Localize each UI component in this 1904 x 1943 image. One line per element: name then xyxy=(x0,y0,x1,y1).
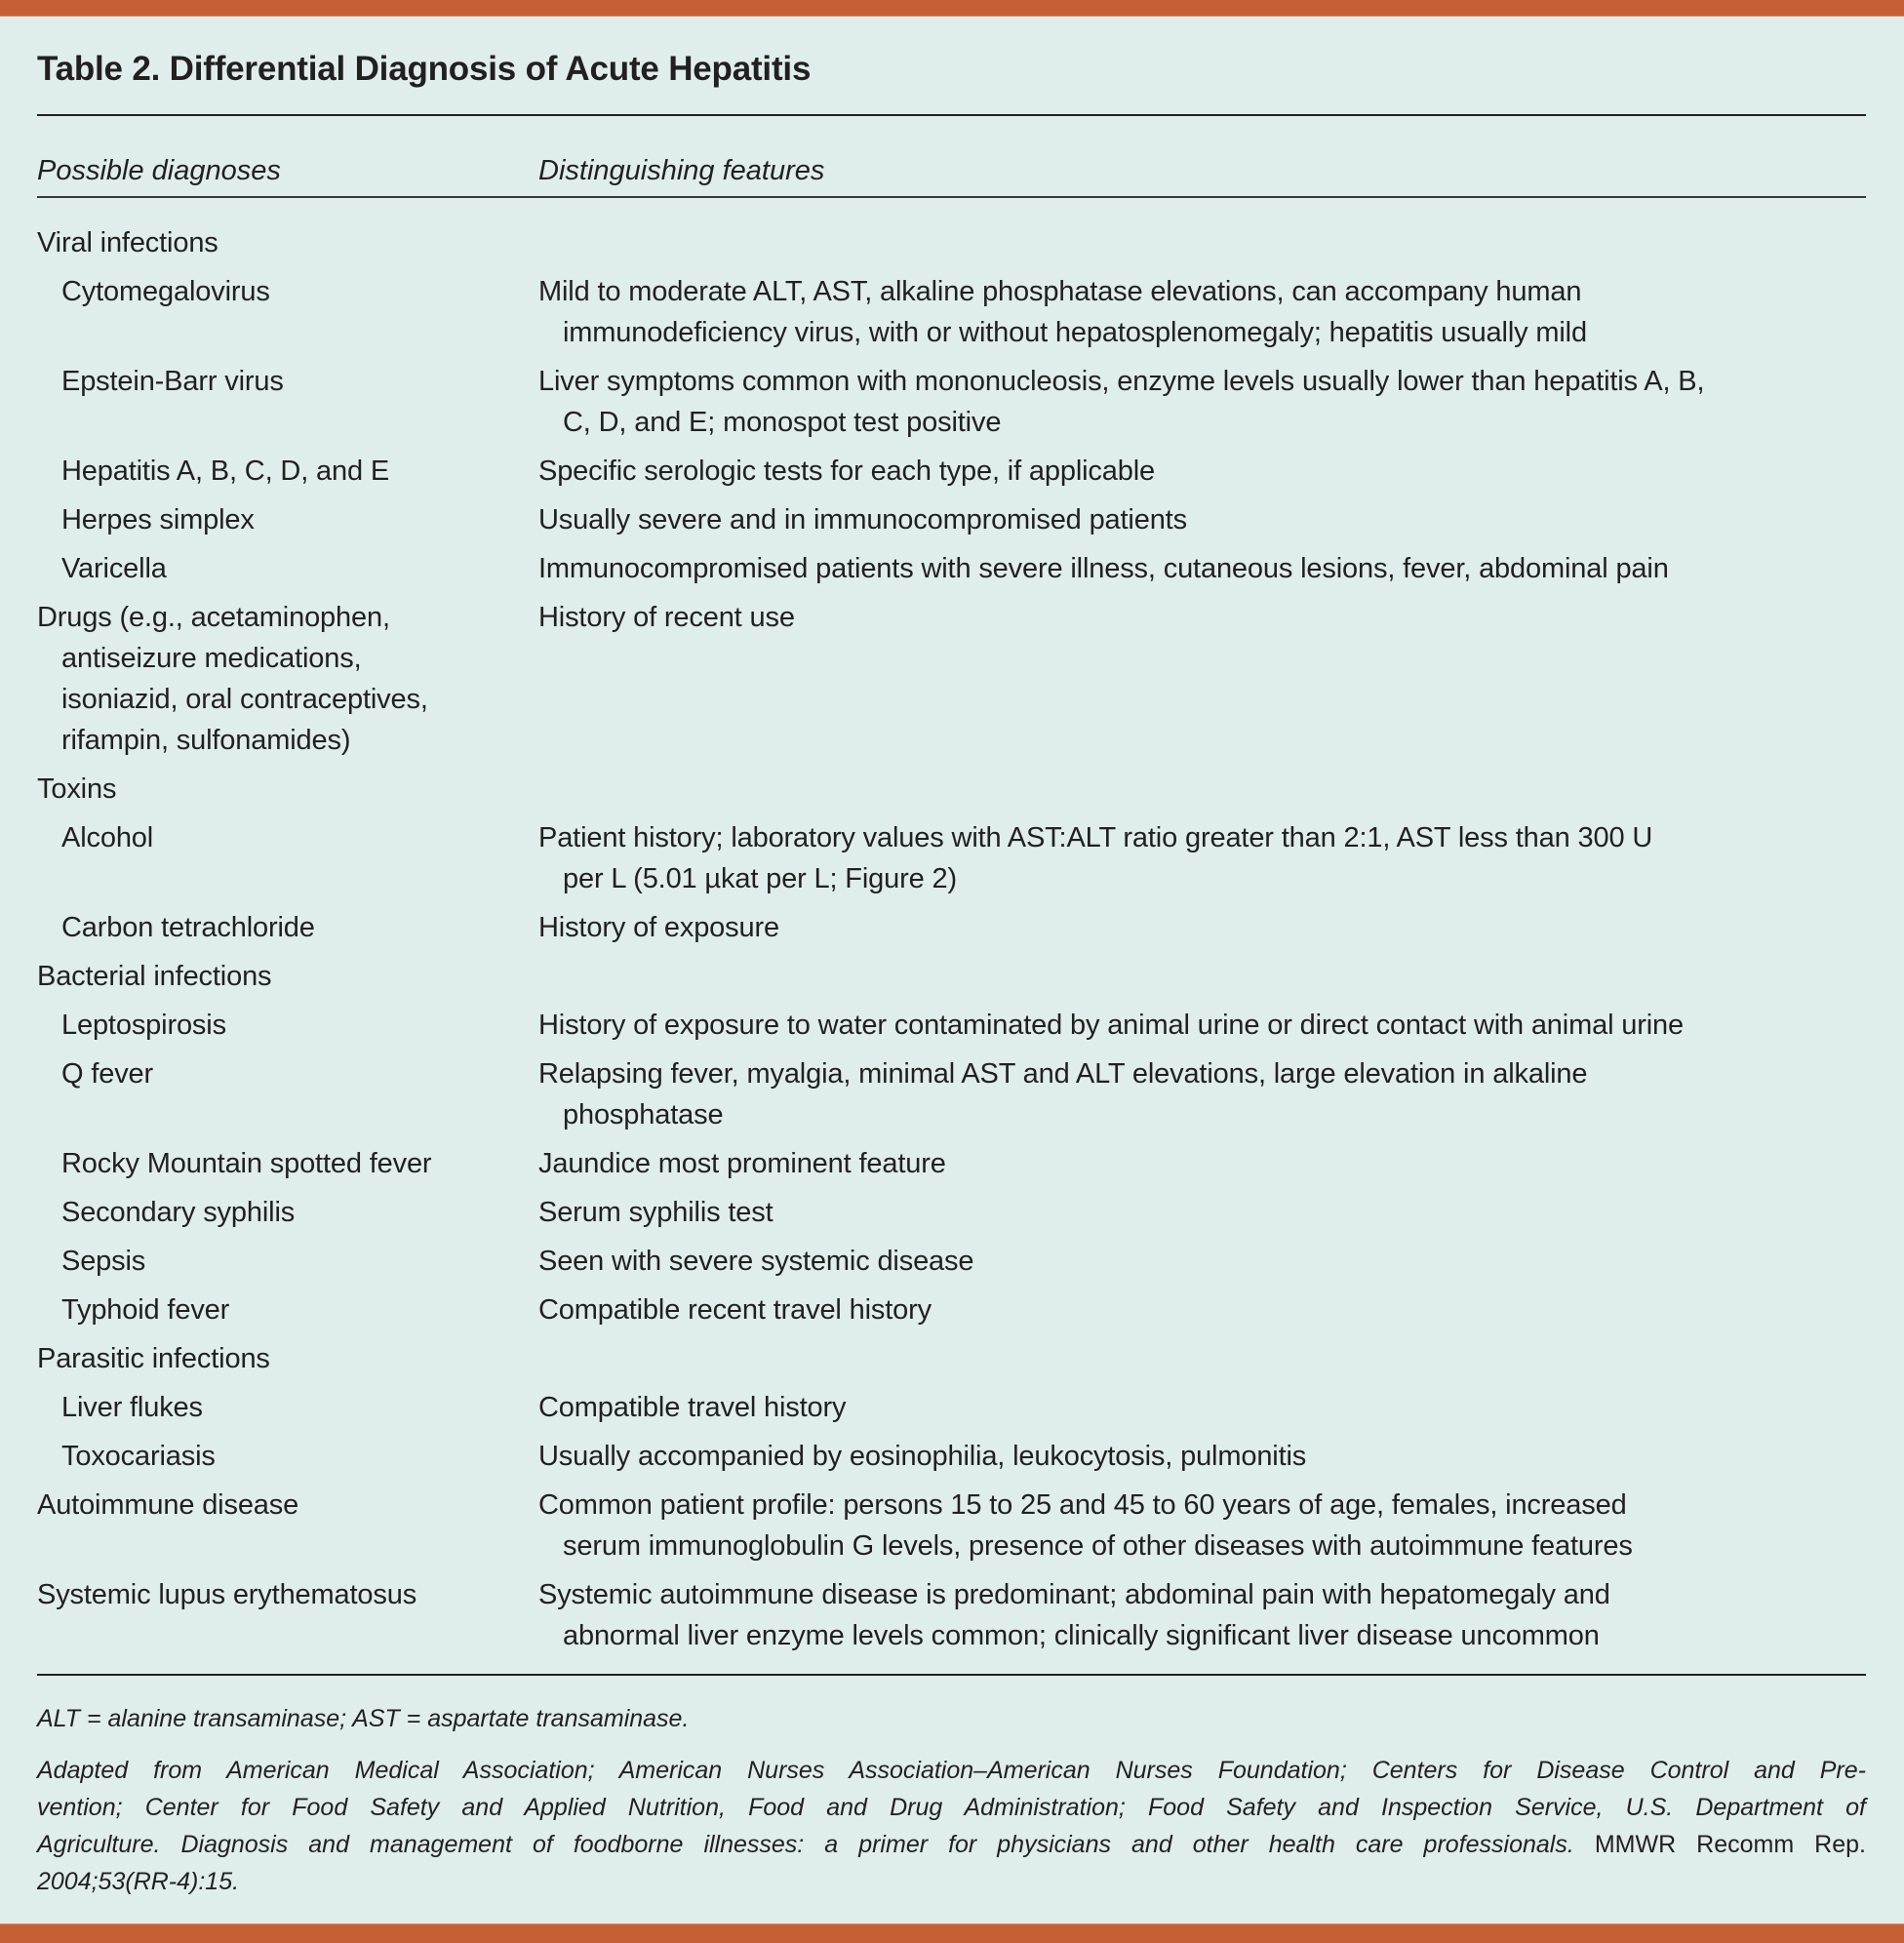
source-footnote xyxy=(37,1752,1866,1900)
features-text: Serum syphilis test xyxy=(538,1197,774,1228)
table-row xyxy=(37,1241,1866,1289)
table-row xyxy=(37,1192,1866,1241)
features-text: Common patient profile: persons 15 to 25 and 45 to 60 years of age, females, increased xyxy=(538,1489,1627,1521)
features-cell xyxy=(538,817,1866,899)
diagnosis-table xyxy=(37,222,1866,1664)
features-text: Specific serologic tests for each type, if applicable xyxy=(538,456,1155,487)
diagnosis-text: antiseizure medications, xyxy=(61,643,362,674)
abbreviations-footnote: ALT = alanine transaminase; AST = aspartate transaminase. xyxy=(37,1705,690,1732)
diagnosis-text: Drugs (e.g., acetaminophen, xyxy=(37,602,390,633)
diagnosis-text: Typhoid fever xyxy=(61,1294,230,1326)
features-text: Liver symptoms common with mononucleosis, enzyme levels usually lower than hepatitis A, B, xyxy=(538,366,1705,397)
diagnosis-text: rifampin, sulfonamides) xyxy=(61,725,351,756)
diagnosis-text: Alcohol xyxy=(61,822,154,853)
top-accent-bar xyxy=(0,0,1904,17)
diagnosis-text: Leptospirosis xyxy=(61,1010,226,1041)
table-row xyxy=(37,1005,1866,1053)
table-row xyxy=(37,548,1866,597)
diagnosis-text: Rocky Mountain spotted fever xyxy=(61,1148,432,1179)
features-text: serum immunoglobulin G levels, presence of other diseases with autoimmune features xyxy=(563,1530,1633,1562)
diagnosis-cell xyxy=(37,1192,538,1233)
diagnosis-cell xyxy=(37,597,538,761)
diagnosis-cell xyxy=(37,451,538,492)
diagnosis-cell xyxy=(37,222,538,263)
features-cell xyxy=(538,1143,1866,1184)
diagnosis-text: Epstein-Barr virus xyxy=(61,366,284,397)
features-cell xyxy=(538,1241,1866,1282)
diagnosis-text: Viral infections xyxy=(37,227,218,258)
diagnosis-cell xyxy=(37,1143,538,1184)
source-line-1: Adapted from American Medical Association; American Nurses Association–American Nurses Foundation; Centers for Disease Control and Pre- xyxy=(37,1757,1866,1784)
features-text: phosphatase xyxy=(563,1099,724,1130)
diagnosis-cell xyxy=(37,1485,538,1566)
table-row-category xyxy=(37,1485,1866,1574)
diagnosis-text: Toxins xyxy=(37,773,117,805)
table-row xyxy=(37,1053,1866,1143)
features-cell xyxy=(538,451,1866,492)
features-text: Jaundice most prominent feature xyxy=(538,1148,946,1179)
diagnosis-text: Carbon tetrachloride xyxy=(61,912,315,943)
table-row xyxy=(37,907,1866,956)
diagnosis-cell xyxy=(37,1053,538,1135)
features-text: Systemic autoimmune disease is predominant; abdominal pain with hepatomegaly and xyxy=(538,1579,1610,1610)
source-line-4: 2004;53(RR-4):15. xyxy=(37,1868,240,1895)
diagnosis-text: Autoimmune disease xyxy=(37,1489,299,1521)
diagnosis-cell xyxy=(37,1387,538,1428)
features-cell xyxy=(538,1485,1866,1566)
column-header-features: Distinguishing features xyxy=(538,155,825,186)
table-row xyxy=(37,271,1866,361)
diagnosis-text: Liver flukes xyxy=(61,1392,203,1423)
table-bottom-rule xyxy=(37,1674,1866,1676)
table-row-category xyxy=(37,597,1866,769)
diagnosis-text: isoniazid, oral contraceptives, xyxy=(61,684,428,715)
features-text: Immunocompromised patients with severe illness, cutaneous lesions, fever, abdominal pain xyxy=(538,553,1669,584)
features-cell xyxy=(538,499,1866,540)
features-text: History of recent use xyxy=(538,602,795,633)
diagnosis-cell xyxy=(37,907,538,948)
features-cell xyxy=(538,271,1866,353)
features-cell xyxy=(538,1053,1866,1135)
features-cell xyxy=(538,907,1866,948)
features-cell xyxy=(538,361,1866,443)
features-cell xyxy=(538,1338,1866,1379)
features-text: C, D, and E; monospot test positive xyxy=(563,407,1002,438)
diagnosis-cell xyxy=(37,1005,538,1046)
features-text: per L (5.01 µkat per L; Figure 2) xyxy=(563,863,957,894)
features-text: Seen with severe systemic disease xyxy=(538,1246,974,1277)
table-row xyxy=(37,1289,1866,1338)
features-cell xyxy=(538,1192,1866,1233)
header-rule xyxy=(37,196,1866,198)
table-row xyxy=(37,1143,1866,1192)
diagnosis-text: Sepsis xyxy=(61,1246,146,1277)
diagnosis-text: Toxocariasis xyxy=(61,1441,216,1472)
features-text: History of exposure xyxy=(538,912,779,943)
table-title: Table 2. Differential Diagnosis of Acute Hepatitis xyxy=(37,50,812,88)
features-cell xyxy=(538,1387,1866,1428)
features-text: Mild to moderate ALT, AST, alkaline phosphatase elevations, can accompany human xyxy=(538,276,1582,307)
bottom-accent-bar xyxy=(0,1923,1904,1943)
diagnosis-text: Herpes simplex xyxy=(61,504,255,535)
features-text: Usually accompanied by eosinophilia, leukocytosis, pulmonitis xyxy=(538,1441,1307,1472)
source-line-2: vention; Center for Food Safety and Applied Nutrition, Food and Drug Administration; Food Safety and Inspection Service, U.S. Department of xyxy=(37,1794,1866,1821)
features-text: Compatible travel history xyxy=(538,1392,847,1423)
features-text: Compatible recent travel history xyxy=(538,1294,932,1326)
diagnosis-cell xyxy=(37,817,538,899)
table-row xyxy=(37,361,1866,451)
diagnosis-cell xyxy=(37,271,538,353)
diagnosis-cell xyxy=(37,548,538,589)
diagnosis-text: Systemic lupus erythematosus xyxy=(37,1579,417,1610)
title-rule xyxy=(37,114,1866,116)
features-text: abnormal liver enzyme levels common; clinically significant liver disease uncommon xyxy=(563,1620,1600,1651)
table-row-category xyxy=(37,1338,1866,1387)
features-text: immunodeficiency virus, with or without hepatosplenomegaly; hepatitis usually mild xyxy=(563,317,1587,348)
features-cell xyxy=(538,597,1866,761)
diagnosis-text: Parasitic infections xyxy=(37,1343,270,1374)
diagnosis-text: Varicella xyxy=(61,553,167,584)
features-cell xyxy=(538,548,1866,589)
diagnosis-cell xyxy=(37,1289,538,1330)
source-line-3 xyxy=(37,1826,1866,1863)
features-text: Patient history; laboratory values with AST:ALT ratio greater than 2:1, AST less than 300 U xyxy=(538,822,1653,853)
diagnosis-cell xyxy=(37,361,538,443)
table-row-category xyxy=(37,769,1866,817)
diagnosis-cell xyxy=(37,1241,538,1282)
diagnosis-text: Hepatitis A, B, C, D, and E xyxy=(61,456,390,487)
diagnosis-cell xyxy=(37,499,538,540)
diagnosis-cell xyxy=(37,1574,538,1656)
features-cell xyxy=(538,1574,1866,1656)
diagnosis-cell xyxy=(37,769,538,810)
table-row-category xyxy=(37,222,1866,271)
diagnosis-text: Secondary syphilis xyxy=(61,1197,296,1228)
features-text: Usually severe and in immunocompromised patients xyxy=(538,504,1187,535)
diagnosis-cell xyxy=(37,956,538,997)
diagnosis-text: Bacterial infections xyxy=(37,961,272,992)
diagnosis-cell xyxy=(37,1338,538,1379)
table-row xyxy=(37,1436,1866,1485)
features-cell xyxy=(538,1005,1866,1046)
table-row xyxy=(37,817,1866,907)
diagnosis-cell xyxy=(37,1436,538,1477)
journal-name: MMWR Recomm Rep. xyxy=(1594,1831,1866,1858)
features-cell xyxy=(538,1289,1866,1330)
table-row-category xyxy=(37,1574,1866,1664)
features-text: History of exposure to water contaminated by animal urine or direct contact with animal urine xyxy=(538,1010,1685,1041)
table-row xyxy=(37,451,1866,499)
features-cell xyxy=(538,1436,1866,1477)
table-row xyxy=(37,499,1866,548)
column-header-diagnoses: Possible diagnoses xyxy=(37,155,281,186)
diagnosis-text: Q fever xyxy=(61,1058,154,1090)
source-title: Agriculture. Diagnosis and management of foodborne illnesses: a primer for physicians and other health care professionals. xyxy=(37,1831,1574,1858)
features-text: Relapsing fever, myalgia, minimal AST and ALT elevations, large elevation in alkaline xyxy=(538,1058,1588,1090)
features-cell xyxy=(538,769,1866,810)
diagnosis-text: Cytomegalovirus xyxy=(61,276,270,307)
table-row xyxy=(37,1387,1866,1436)
features-cell xyxy=(538,222,1866,263)
features-cell xyxy=(538,956,1866,997)
table-row-category xyxy=(37,956,1866,1005)
